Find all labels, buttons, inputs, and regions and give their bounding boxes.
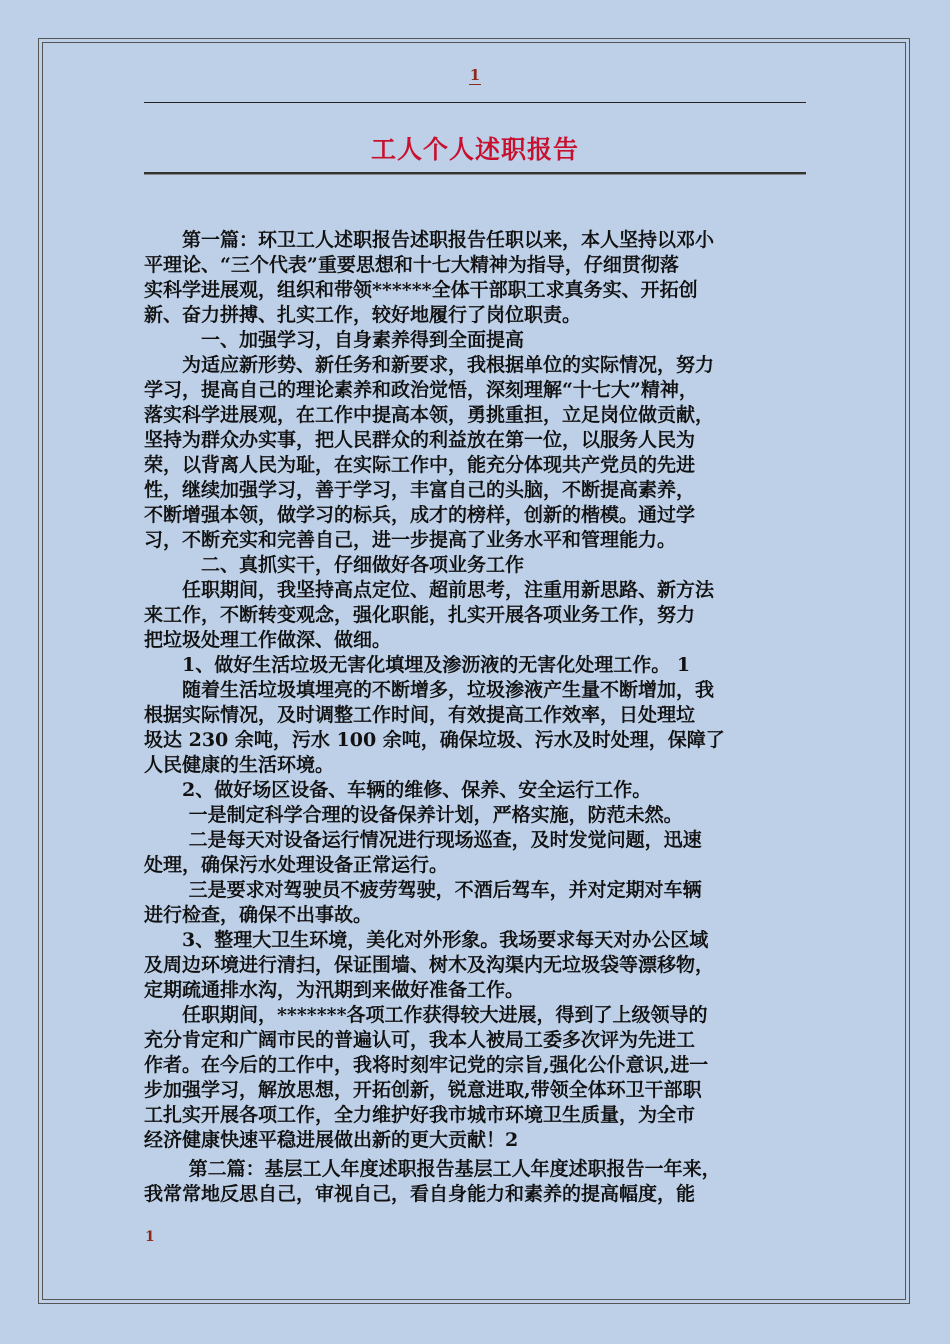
header-page-number: 1: [469, 66, 481, 84]
paragraph: 为适应新形势、新任务和新要求，我根据单位的实际情况，努力 学习，提高自己的理论素养和政治觉悟，深刻理解“十七大”精神， 落实科学进展观，在工作中提高本领，勇挑重担，立足岗位做贡献， 坚持为群众办实事，把人民群众的利益放在第一位，以服务人民为 荣，以背离人民为耻，在实际工作中，能充分体现共产党员的先进 性，继续加强学习，善于学习，丰富自己的头脑，不断提高素养， 不断增强本领，做学习的标兵，成才的榜样，创新的楷模。通过学 习，不断充实和完善自己，进一步提高了业务水平和管理能力。: [144, 354, 715, 551]
document-title: 工人个人述职报告: [370, 135, 579, 164]
title-rule: [144, 172, 806, 174]
list-heading: 2、做好场区设备、车辆的维修、保养、安全运行工作。: [144, 779, 652, 801]
paragraph: 随着生活垃圾填埋亮的不断增多，垃圾渗液产生量不断增加，我 根据实际情况，及时调整工作时间，有效提高工作效率，日处理垃 圾达 230 余吨，污水 100 余吨，确保垃圾、污水及时处理，保障了 人民健康的生活环境。: [144, 679, 725, 776]
paragraph: 二是每天对设备运行情况进行现场巡查，及时发觉问题，迅速 处理，确保污水处理设备正常运行。: [144, 829, 702, 876]
section-heading: 二、真抓实干，仔细做好各项业务工作: [144, 554, 525, 576]
document-body: [144, 228, 808, 1207]
paragraph: 一是制定科学合理的设备保养计划，严格实施，防范未然。: [144, 804, 683, 826]
paragraph: 任职期间，我坚持高点定位、超前思考，注重用新思路、新方法 来工作，不断转变观念，强化职能，扎实开展各项业务工作，努力 把垃圾处理工作做深、做细。: [144, 579, 715, 651]
paragraph: 第一篇：环卫工人述职报告述职报告任职以来，本人坚持以邓小 平理论、“三个代表”重要思想和十七大精神为指导，仔细贯彻落 实科学进展观，组织和带领******全体干部职工求真务实、开拓创 新、奋力拼搏、扎实工作，较好地履行了岗位职责。: [144, 229, 715, 326]
paragraph: 任职期间，*******各项工作获得较大进展，得到了上级领导的 充分肯定和广阔市民的普遍认可，我本人被局工委多次评为先进工 作者。在今后的工作中，我将时刻牢记党的宗旨,强化公仆意识,进一 步加强学习，解放思想，开拓创新，锐意进取,带领全体环卫干部职 工扎实开展各项工作，全力维护好我市城市环境卫生质量，为全市 经济健康快速平稳进展做出新的更大贡献！2: [144, 1004, 709, 1151]
footer-page-number: 1: [145, 1229, 155, 1245]
header-rule: [144, 102, 806, 103]
paragraph: 第二篇：基层工人年度述职报告基层工人年度述职报告一年来， 我常常地反思自己，审视自己，看自身能力和素养的提高幅度，能: [144, 1158, 721, 1205]
section-heading: 一、加强学习，自身素养得到全面提高: [144, 329, 525, 351]
list-heading: 1、做好生活垃圾无害化填埋及渗沥液的无害化处理工作。 1: [144, 654, 691, 676]
paragraph: 三是要求对驾驶员不疲劳驾驶，不酒后驾车，并对定期对车辆 进行检查，确保不出事故。: [144, 879, 702, 926]
paragraph: 3、整理大卫生环境，美化对外形象。我场要求每天对办公区域 及周边环境进行清扫，保证围墙、树木及沟渠内无垃圾袋等漂移物， 定期疏通排水沟，为汛期到来做好准备工作。: [144, 929, 715, 1001]
